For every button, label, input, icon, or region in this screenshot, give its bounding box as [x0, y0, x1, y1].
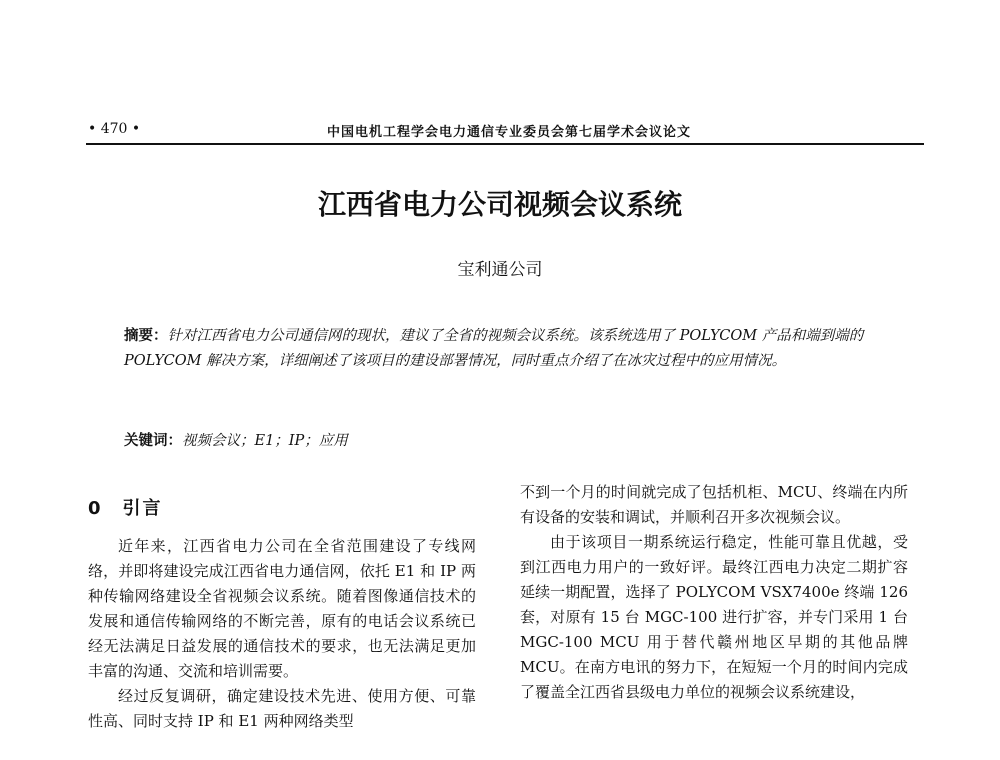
author: 宝利通公司 — [457, 260, 543, 280]
paper-title: 江西省电力公司视频会议系统 — [317, 188, 682, 221]
body-paragraph: 经过反复调研，确定建设技术先进、使用方便、可靠性高、同时支持 IP 和 E1 两种网络类型 — [88, 687, 476, 730]
header-rule — [86, 143, 924, 145]
body-paragraph: 近年来，江西省电力公司在全省范围建设了专线网络，并即将建设完成江西省电力通信网，依托 E1 和 IP 两种传输网络建设全省视频会议系统。随着图像通信技术的发展和通信传输网络的不断完善，原有的电话会议系统已经无法满足日益发展的通信技术的要求，也无法满足更加丰富的沟通、交流和培训需要。 — [88, 537, 476, 680]
keywords-label: 关键词： — [124, 432, 182, 449]
running-header: 中国电机工程学会电力通信专业委员会第七届学术会议论文 — [327, 125, 692, 140]
keywords-text: 视频会议；E1；IP；应用 — [182, 433, 348, 449]
left-column — [88, 534, 476, 734]
abstract-label: 摘要： — [124, 327, 168, 344]
keywords — [124, 429, 894, 450]
body-paragraph: 由于该项目一期系统运行稳定，性能可靠且优越，受到江西电力用户的一致好评。最终江西电力决定二期扩容延续一期配置，选择了 POLYCOM VSX7400e 终端 126 套，对原有 15 台 MGC-100 进行扩容，并专门采用 1 台 MGC-100 MCU 用于替代赣州地区早期的其他品牌 MCU。在南方电讯的努力下，在短短一个月的时间内完成了覆盖全江西省县级电力单位的视频会议系统建设， — [520, 533, 908, 701]
section-heading: 0 引言 — [88, 498, 163, 519]
body-paragraph: 不到一个月的时间就完成了包括机柜、MCU、终端在内所有设备的安装和调试，并顺利召开多次视频会议。 — [520, 483, 908, 526]
abstract-text: 针对江西省电力公司通信网的现状，建议了全省的视频会议系统。该系统选用了 POLYCOM 产品和端到端的 POLYCOM 解决方案，详细阐述了该项目的建设部署情况，同时重点介绍了在冰灾过程中的应用情况。 — [124, 328, 864, 369]
right-column — [520, 480, 908, 705]
abstract — [124, 323, 894, 374]
page-number: • 470 • — [88, 121, 141, 137]
